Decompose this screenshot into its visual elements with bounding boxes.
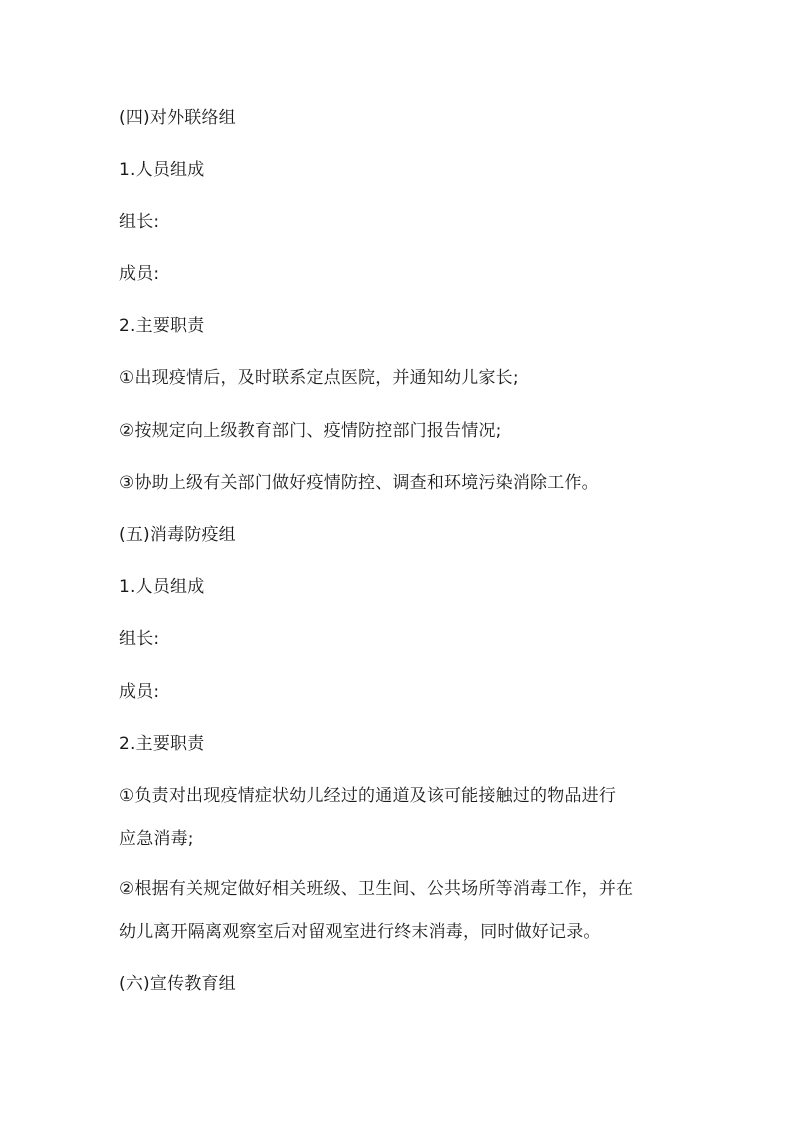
team-leader-label: 组长: — [119, 212, 160, 232]
team-leader-label: 组长: — [119, 629, 160, 649]
duty-item-1-line-1: ①负责对出现疫情症状幼儿经过的通道及该可能接触过的物品进行 — [119, 786, 617, 806]
duty-item-2-line-1: ②根据有关规定做好相关班级、卫生间、公共场所等消毒工作，并在 — [119, 879, 634, 899]
duty-item-3: ③协助上级有关部门做好疫情防控、调查和环境污染消除工作。 — [119, 473, 599, 493]
section-heading-disinfection: (五)消毒防疫组 — [119, 525, 236, 545]
team-members-label: 成员: — [119, 264, 160, 284]
subheading-main-duties: 2.主要职责 — [119, 734, 205, 754]
section-heading-external-liaison: (四)对外联络组 — [119, 108, 236, 128]
duty-item-2-line-2: 幼儿离开隔离观察室后对留观室进行终末消毒，同时做好记录。 — [119, 922, 601, 942]
subheading-main-duties: 2.主要职责 — [119, 316, 205, 336]
team-members-label: 成员: — [119, 682, 160, 702]
duty-item-1-line-2: 应急消毒; — [119, 829, 194, 849]
section-heading-publicity-education: (六)宣传教育组 — [119, 974, 236, 994]
duty-item-2: ②按规定向上级教育部门、疫情防控部门报告情况; — [119, 421, 502, 441]
duty-item-1: ①出现疫情后，及时联系定点医院，并通知幼儿家长; — [119, 368, 519, 388]
subheading-staff-composition: 1.人员组成 — [119, 577, 205, 597]
subheading-staff-composition: 1.人员组成 — [119, 160, 205, 180]
